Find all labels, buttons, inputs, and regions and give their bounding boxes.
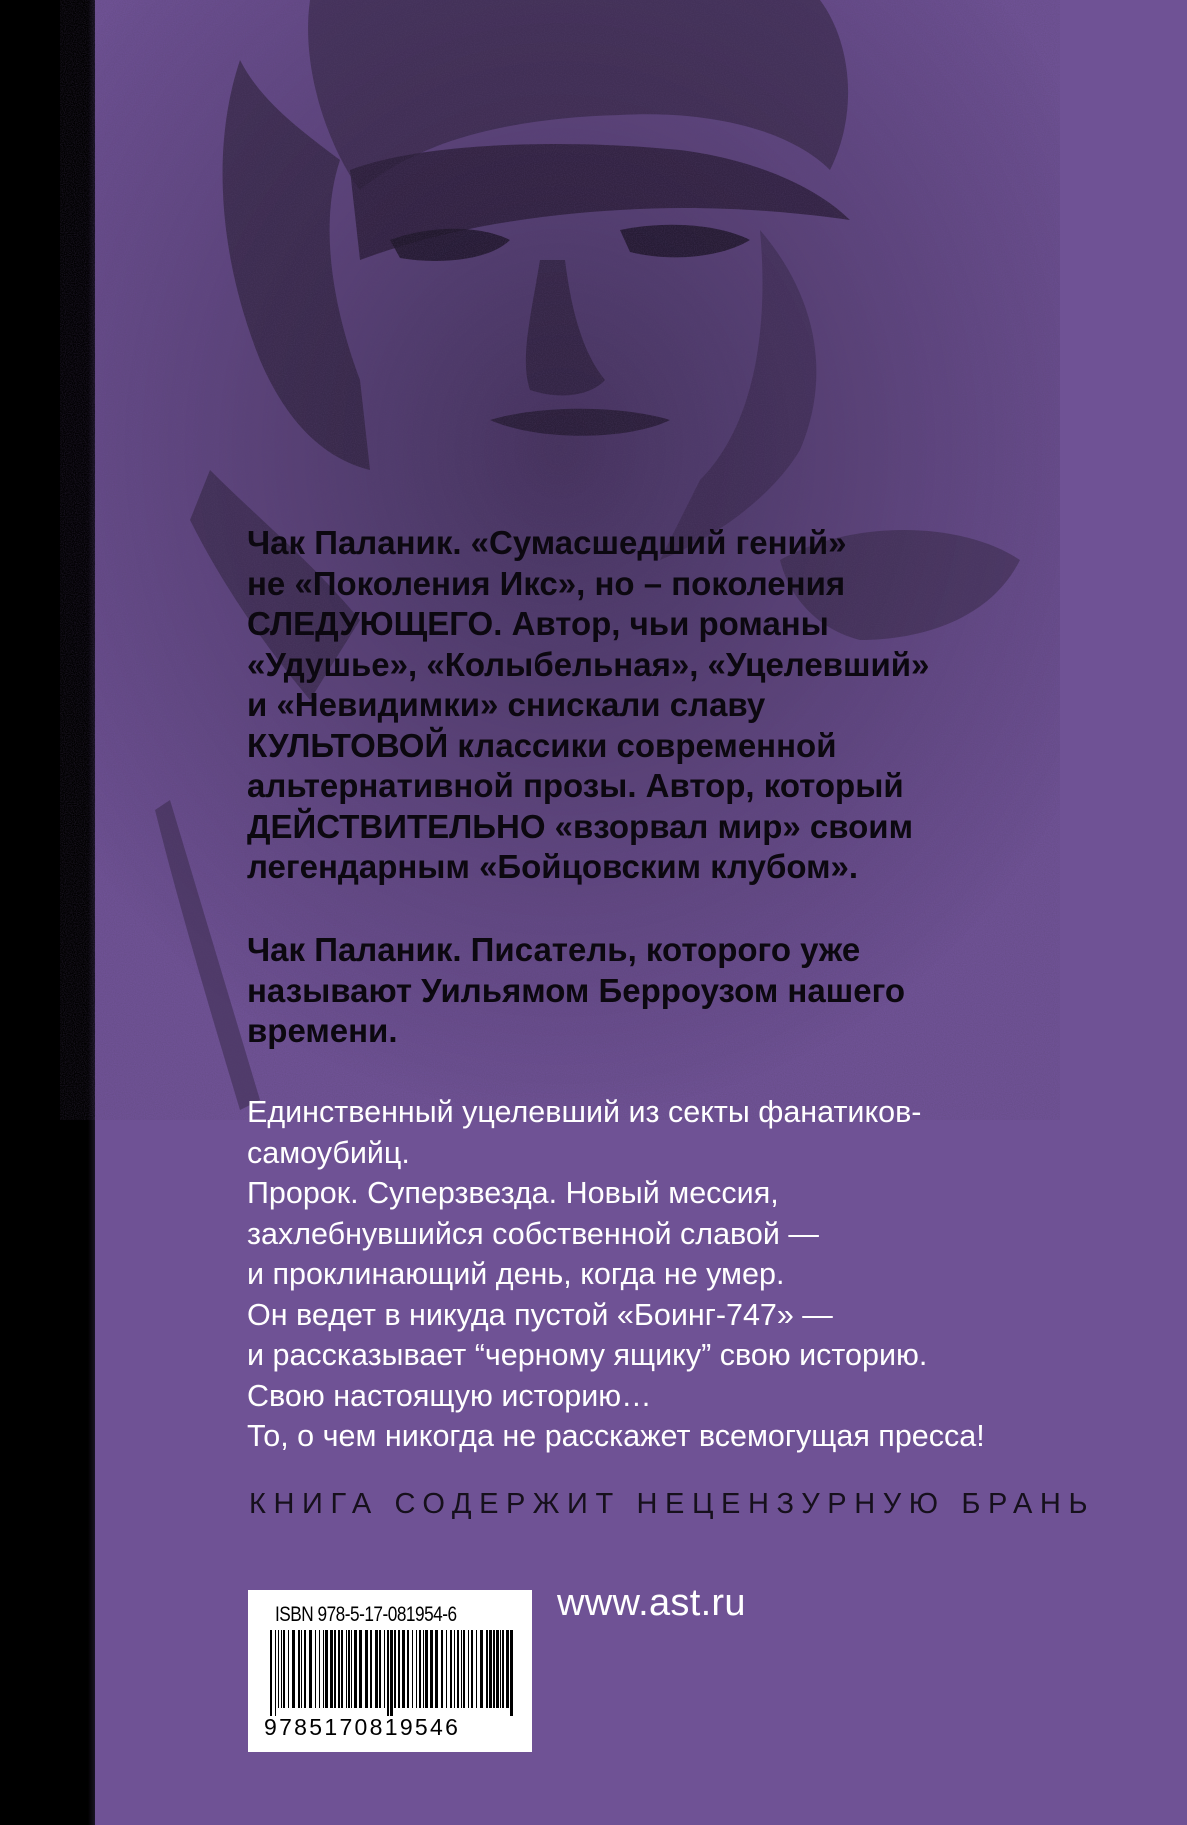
barcode-bar bbox=[323, 1630, 324, 1708]
barcode-bar bbox=[468, 1630, 469, 1708]
barcode-bar bbox=[281, 1630, 282, 1708]
barcode-bar bbox=[416, 1630, 417, 1708]
barcode-bar bbox=[500, 1630, 501, 1708]
barcode-bar bbox=[278, 1630, 279, 1708]
barcode-bar bbox=[506, 1630, 509, 1708]
barcode-bar bbox=[446, 1630, 447, 1708]
barcode-bar bbox=[430, 1630, 433, 1708]
barcode-bar bbox=[330, 1630, 333, 1708]
content-warning: КНИГА СОДЕРЖИТ НЕЦЕНЗУРНУЮ БРАНЬ bbox=[249, 1488, 1096, 1520]
writer-blurb: Чак Паланик. Писатель, которого уже называют Уильямом Берроузом нашего времени. bbox=[247, 931, 906, 1049]
barcode-bar bbox=[359, 1630, 362, 1708]
barcode-bar bbox=[341, 1630, 343, 1708]
barcode-bar bbox=[325, 1630, 328, 1708]
barcode-bar bbox=[412, 1630, 413, 1708]
barcode-bar bbox=[510, 1630, 513, 1716]
barcode-bar bbox=[275, 1630, 276, 1716]
barcode-bar bbox=[486, 1630, 488, 1708]
barcode-bar bbox=[351, 1630, 352, 1708]
barcode-bar bbox=[502, 1630, 504, 1708]
barcode-bar bbox=[441, 1630, 443, 1708]
barcode-bar bbox=[435, 1630, 438, 1708]
barcode-bar bbox=[315, 1630, 316, 1708]
barcode-bar bbox=[384, 1630, 385, 1708]
barcode-bar bbox=[346, 1630, 347, 1708]
barcode-bar bbox=[480, 1630, 483, 1708]
isbn-label: ISBN 978-5-17-081954-6 bbox=[275, 1603, 457, 1626]
publisher-website: www.ast.ru bbox=[557, 1582, 746, 1624]
barcode-bar bbox=[334, 1630, 336, 1708]
barcode-bar bbox=[407, 1630, 409, 1708]
barcode-bar bbox=[423, 1630, 424, 1708]
author-blurb: Чак Паланик. «Сумасшедший гений» не «Поколения Икс», но – поколения СЛЕДУЮЩЕГО. Автор, чьи романы «Удушье», «Колыбельная», «Уцелевший» и «Невидимки» снискали славу КУЛЬТОВОЙ классики современной альтернативной прозы. Автор, который ДЕЙСТВИТЕЛЬНО «взорвал мир» своим легендарным «Бойцовским клубом». bbox=[247, 524, 930, 885]
barcode-bar bbox=[354, 1630, 357, 1708]
barcode-bar bbox=[463, 1630, 465, 1708]
barcode-bars bbox=[268, 1630, 516, 1716]
barcode-bar bbox=[450, 1630, 452, 1708]
barcode-bar bbox=[390, 1630, 393, 1716]
barcode-bar bbox=[298, 1630, 300, 1708]
barcode-bar bbox=[288, 1630, 289, 1708]
barcode-bar bbox=[454, 1630, 455, 1708]
barcode-bar bbox=[457, 1630, 459, 1708]
barcode-bar bbox=[496, 1630, 499, 1708]
barcode-bar bbox=[370, 1630, 372, 1708]
barcode-bar bbox=[309, 1630, 312, 1708]
barcode-bar bbox=[304, 1630, 306, 1708]
barcode-bar bbox=[365, 1630, 368, 1708]
barcode-digits: 9785170819546 bbox=[264, 1714, 461, 1740]
barcode-bar bbox=[387, 1630, 389, 1716]
barcode-bar bbox=[301, 1630, 302, 1708]
barcode-bar bbox=[394, 1630, 396, 1708]
barcode-bar bbox=[270, 1630, 272, 1716]
barcode-bar bbox=[292, 1630, 295, 1708]
barcode-bar bbox=[476, 1630, 477, 1708]
barcode-bar bbox=[283, 1630, 285, 1708]
barcode-bar bbox=[348, 1630, 350, 1708]
barcode-bar bbox=[338, 1630, 340, 1708]
isbn-barcode bbox=[248, 1590, 532, 1752]
barcode-bar bbox=[461, 1630, 462, 1708]
barcode-bar bbox=[419, 1630, 421, 1708]
barcode-bar bbox=[398, 1630, 400, 1708]
barcode-bar bbox=[375, 1630, 378, 1708]
barcode-bar bbox=[319, 1630, 320, 1708]
barcode-bar bbox=[489, 1630, 492, 1708]
barcode-bar bbox=[402, 1630, 405, 1708]
barcode-bar bbox=[425, 1630, 428, 1708]
barcode-bar bbox=[493, 1630, 495, 1708]
plot-blurb: Единственный уцелевший из секты фанатиков- самоубийц. Пророк. Суперзвезда. Новый мессия, захлебнувшийся собственной славой — и проклинающий день, когда не умер. Он ведет в никуда пустой «Боинг-747» — и рассказывает “черному ящику” свою историю. Свою настоящую историю… То, о чем никогда не расскажет всемогущая пресса! bbox=[247, 1095, 985, 1453]
barcode-bar bbox=[379, 1630, 381, 1708]
barcode-bar bbox=[471, 1630, 473, 1708]
